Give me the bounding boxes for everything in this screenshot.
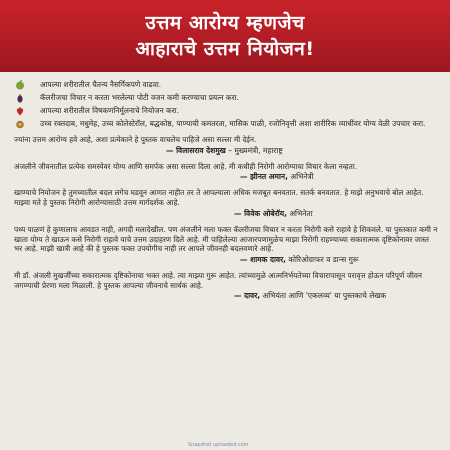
feature-text: उच्च रक्तदाब, मधुमेह, उच्च कोलेस्टेरॉल, बद्धकोष्ठ, पाण्याची कमतरता, मासिक पाळी, रजोनिवृत्ती अशा शारीरिक व्याधींवर योग्य वेळी उपचार करा. (40, 119, 426, 128)
author-role: – मुख्यमंत्री, महाराष्ट्र (225, 145, 283, 155)
testimonial-text: मी डॉ. अंजली मुखर्जींच्या सकारात्मक दृष्टिकोनाचा भक्त आहे. त्या माझ्या गुरू आहेत. त्यांच्यामुळे आत्मनिर्भयतेच्या विचारापासून परावृत्त होऊन परिपूर्ण जीवन जगण्याची प्रेरणा मला मिळाली. हे पुस्तक आपल्या जीवनाचे सार्थक आहे. (14, 270, 422, 290)
author-role: अभियंता आणि 'एकलव्य' या पुस्तकाचे लेखक (260, 291, 387, 301)
feature-text: आपल्या शरीरातील विषकणनिर्मूलनाचे नियोजन करा. (40, 106, 179, 115)
testimonial-author (166, 146, 438, 156)
fig-icon (14, 119, 26, 129)
title-line-2: आहाराचे उत्तम नियोजन! (135, 38, 315, 60)
feature-text: कॅलरीजचा विचार न करता भरलेल्या पोटी वजन कमी करण्याचा प्रयत्न करा. (40, 93, 239, 102)
author-name: — विवेक ओबेरॉय, (234, 208, 287, 218)
eggplant-icon (14, 93, 26, 103)
testimonial-text: अंजलीने जीवनातील प्रत्येक समस्येवर योग्य आणि समर्पक असा सल्ला दिला आहे. मी कधीही निरोगी आरोग्याचा विचार केला नव्हता. (14, 161, 358, 171)
title-line-1: उत्तम आरोग्य म्हणजेच (145, 12, 305, 34)
feature-item (14, 119, 438, 129)
testimonial-author (234, 291, 438, 301)
feature-list (14, 80, 438, 129)
watermark-text: Snapshot uploaded.com (188, 442, 249, 448)
feature-item (14, 80, 438, 90)
feature-item (14, 106, 438, 116)
author-role: अभिनेता (286, 208, 313, 218)
title-banner (0, 0, 450, 72)
testimonial-author (234, 209, 438, 219)
testimonial-text: खाण्याचे नियोजन हे तुमच्यातील बदल लगेच घडवून आणत नाहीत तर ते आपल्याला अधिक मजबूत बनवतात. सतर्क बनवतात. हे माझे अनुभवाचे बोल आहेत. माझ्या मते हे पुस्तक निरोगी आरोग्यासाठी उत्तम मार्गदर्शक आहे. (14, 188, 424, 208)
apple-icon (14, 80, 26, 90)
testimonial-text: ज्यांना उत्तम आरोग्य हवे आहे, अशा प्रत्येकाने हे पुस्तक वाचलेच पाहिजे असा सल्ला मी देईन. (14, 135, 257, 144)
strawberry-icon (14, 106, 26, 116)
author-role: अभिनेत्री (287, 172, 314, 182)
author-name: — शामक दावर, (240, 254, 287, 264)
feature-item (14, 93, 438, 103)
author-name: — दावर, (234, 291, 261, 301)
author-name: — विलासराव देशमुख (166, 145, 226, 155)
testimonial-author (240, 172, 438, 182)
testimonial-author (240, 255, 438, 265)
testimonial-text: पथ्य पाळणं हे कुणालाच आवडत नाही, अगदी मलादेखील. पण अंजलीने मला फक्त कॅलरीजचा विचार न करता निरोगी कसे राहावे हे शिकवले. या पुस्तकात कमी न खाता योग्य ते खाऊन कसे निरोगी राहावे याचे उत्तम उदाहरण दिले आहे. मी पाहिलेल्या आजारपणामुळेच माझा निरोगी राहण्याच्या सकारात्मक दृष्टिकोनावर जास्त भर आहे. माझी खात्री आहे की हे पुस्तक फक्त उपयोगीच नाही तर आपले जीवनही बदलवणारे आहे. (14, 224, 438, 254)
author-role: कोरिओग्राफर व डान्स गुरू (286, 254, 359, 264)
feature-text: आपल्या शरीरातील चैतन्य नैसर्गिकपणे वाढवा. (40, 80, 162, 89)
author-name: — झीनत अमान, (240, 172, 288, 182)
cover-content (14, 80, 438, 301)
